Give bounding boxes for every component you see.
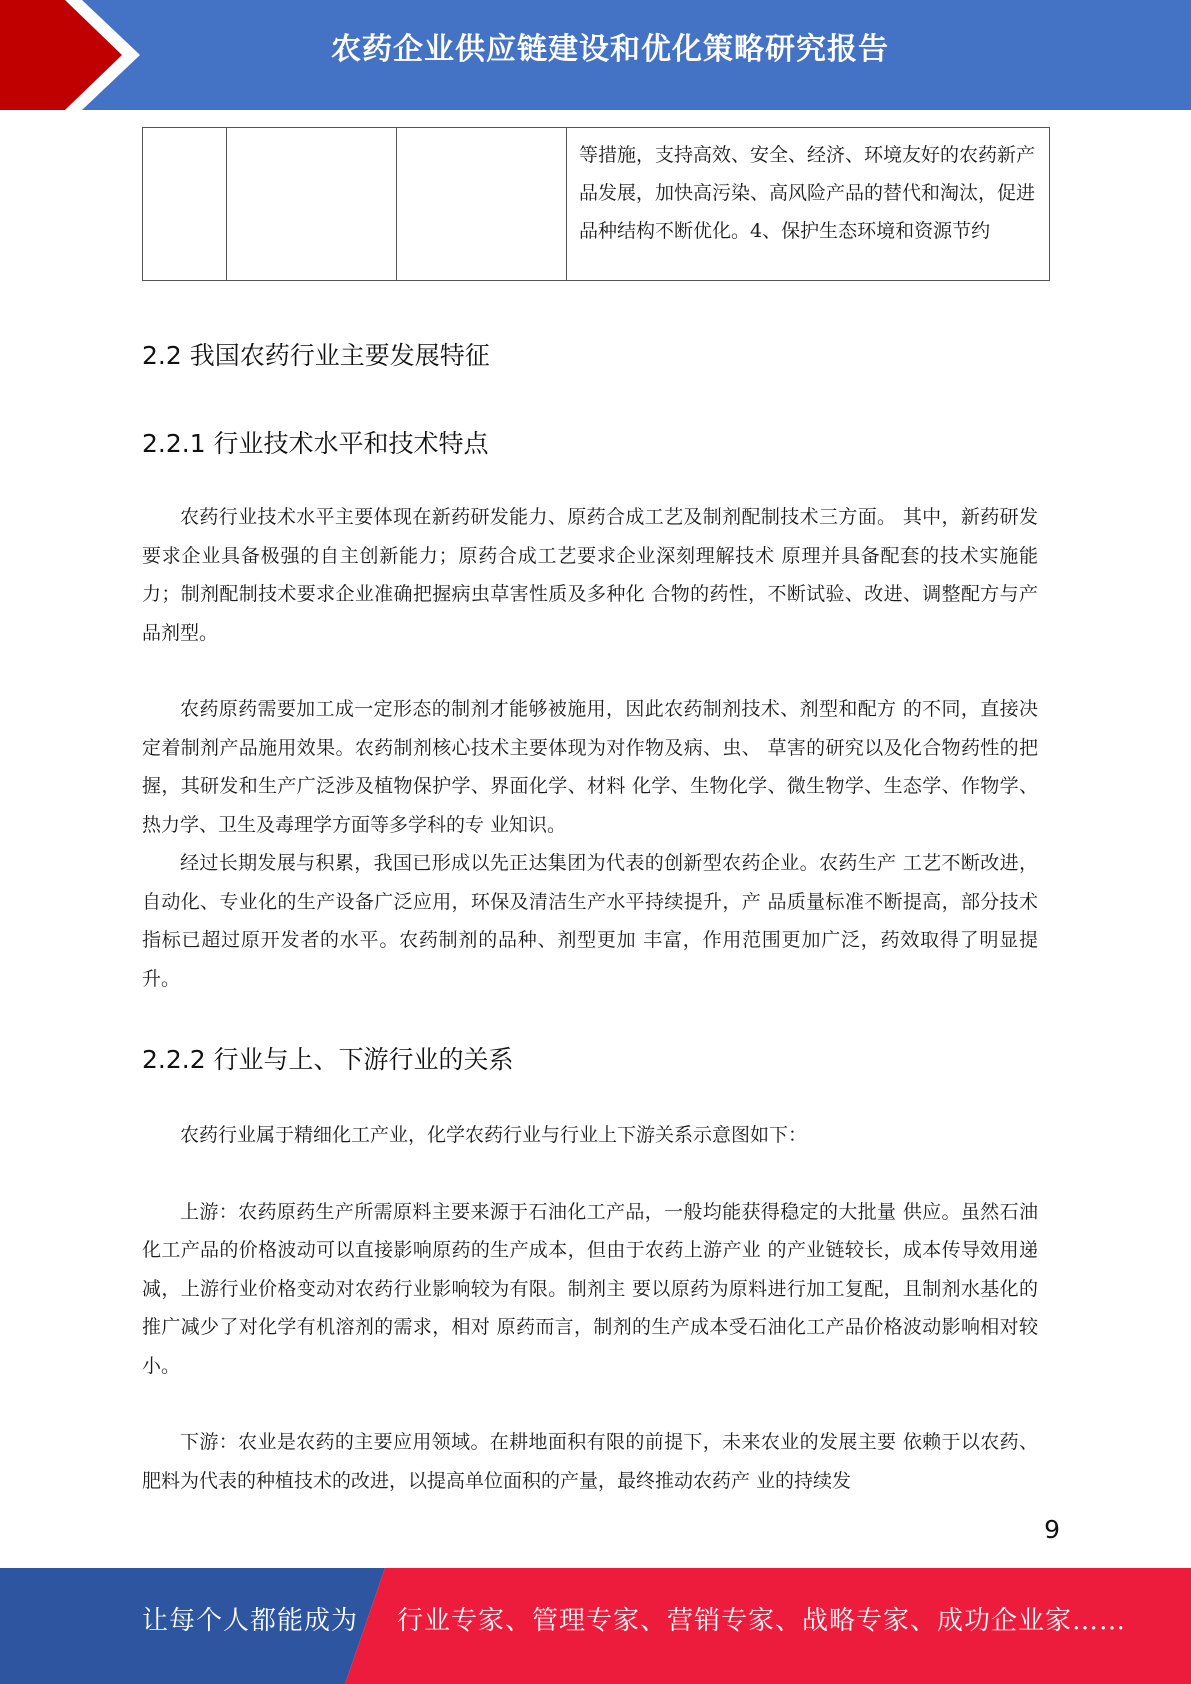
table-cell-empty-2 xyxy=(227,128,397,281)
footer-slogan-left: 让每个人都能成为 xyxy=(142,1606,359,1636)
paragraph: 下游：农业是农药的主要应用领域。在耕地面积有限的前提下，未来农业的发展主要 依赖于以农药、肥料为代表的种植技术的改进，以提高单位面积的产量，最终推动农药产 业的持续发 xyxy=(142,1431,1038,1492)
section-heading-2-2-2: 2.2.2 行业与上、下游行业的关系 xyxy=(142,1045,514,1074)
table-cell-empty-1 xyxy=(143,128,227,281)
page-footer xyxy=(0,1568,1191,1684)
table-cell-text: 等措施，支持高效、安全、经济、环境友好的农药新产品发展，加快高污染、高风险产品的替代和淘汰，促进品种结构不断优化。4、保护生态环境和资源节约 xyxy=(567,128,1050,281)
section-heading-2-2-1: 2.2.1 行业技术水平和技术特点 xyxy=(142,429,489,458)
page-number: 9 xyxy=(1044,1515,1060,1544)
footer-slogan-right: 行业专家、管理专家、营销专家、战略专家、成功企业家…… xyxy=(397,1606,1127,1636)
paragraph: 农药原药需要加工成一定形态的制剂才能够被施用，因此农药制剂技术、剂型和配方 的不同，直接决定着制剂产品施用效果。农药制剂核心技术主要体现为对作物及病、虫、 草害的研究以及化合物药性的把握，其研发和生产广泛涉及植物保护学、界面化学、材料 化学、生物化学、微生物学、生态学、作物学、热力学、卫生及毒理学方面等多学科的专 业知识。 xyxy=(142,698,1038,836)
section-heading-2-2: 2.2 我国农药行业主要发展特征 xyxy=(142,341,490,370)
paragraph: 农药行业属于精细化工产业，化学农药行业与行业上下游关系示意图如下： xyxy=(180,1124,808,1146)
page-header xyxy=(0,0,1191,110)
policy-table-continuation xyxy=(142,127,1050,281)
table-cell-empty-3 xyxy=(397,128,567,281)
report-title: 农药企业供应链建设和优化策略研究报告 xyxy=(331,32,889,67)
main-content xyxy=(142,300,1038,1500)
paragraph: 农药行业技术水平主要体现在新药研发能力、原药合成工艺及制剂配制技术三方面。 其中，新药研发要求企业具备极强的自主创新能力；原药合成工艺要求企业深刻理解技术 原理并具备配套的技术实施能力；制剂配制技术要求企业准确把握病虫草害性质及多种化 合物的药性，不断试验、改进、调整配方与产品剂型。 xyxy=(142,506,1038,644)
header-arrow-decoration xyxy=(0,0,160,110)
paragraph: 经过长期发展与积累，我国已形成以先正达集团为代表的创新型农药企业。农药生产 工艺不断改进，自动化、专业化的生产设备广泛应用，环保及清洁生产水平持续提升，产 品质量标准不断提高，部分技术指标已超过原开发者的水平。农药制剂的品种、剂型更加 丰富，作用范围更加广泛，药效取得了明显提升。 xyxy=(142,852,1038,990)
paragraph: 上游：农药原药生产所需原料主要来源于石油化工产品，一般均能获得稳定的大批量 供应。虽然石油化工产品的价格波动可以直接影响原药的生产成本，但由于农药上游产业 的产业链较长，成本传导效用递减，上游行业价格变动对农药行业影响较为有限。制剂主 要以原药为原料进行加工复配，且制剂水基化的推广减少了对化学有机溶剂的需求，相对 原药而言，制剂的生产成本受石油化工产品价格波动影响相对较小。 xyxy=(142,1200,1038,1377)
